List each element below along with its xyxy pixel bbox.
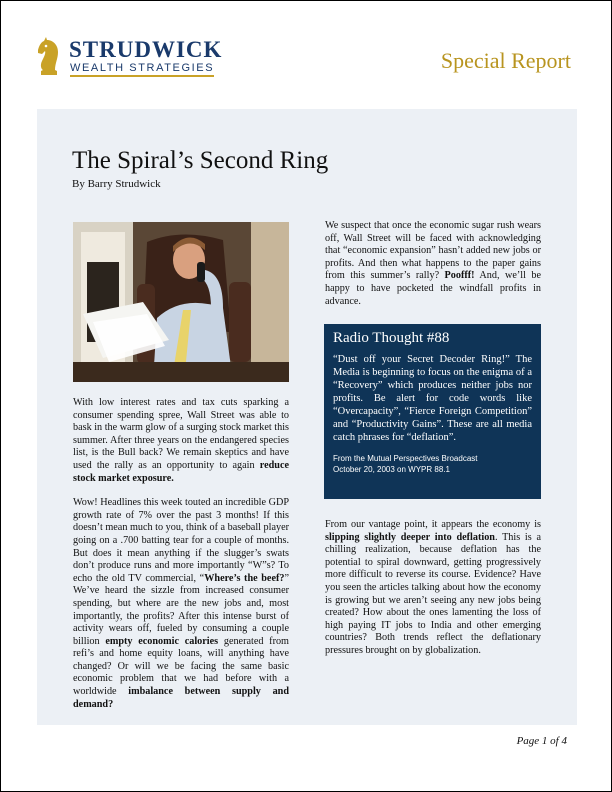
left-paragraph-1: [73, 397, 289, 485]
brand-name: STRUDWICK: [69, 37, 223, 62]
right-p2-a: From our vantage point, it appears the economy is: [325, 519, 541, 530]
left-p2-bold-2: empty economic calories: [105, 635, 219, 647]
left-p2-b: ” We’ve heard the sizzle from increased consumer spending, but where are the new jobs and, most importantly, the profits? After this intense burst of activity wears off, fueled by consuming a couple billion: [73, 572, 289, 647]
sidebar-source: [333, 453, 532, 475]
radio-thought-sidebar: [324, 324, 541, 499]
left-p2-bold-3: imbalance between supply and demand?: [73, 686, 289, 710]
right-p1-bold: Poofff!: [444, 270, 475, 282]
left-p2-c: generated from refi’s and home equity loans, will anything have changed? Or will we be facing the same basic economic problem that we had before with a worldwide: [73, 635, 289, 698]
right-p1-tail: And, we’ll be happy to have pocketed the windfall profits in advance.: [325, 270, 541, 307]
right-paragraph-2: [325, 519, 541, 658]
right-paragraph-1: [325, 220, 541, 308]
left-p1-text: With low interest rates and tax cuts sparking a consumer spending spree, Wall Street was able to bask in the warm glow of a surging stock market this summer. After three years on the endangered species list, is the Bull back? We remain skeptics and have used the rally as an opportunity to again: [73, 397, 289, 471]
right-p2-bold: slipping slightly deeper into deflation: [325, 531, 495, 543]
chess-knight-icon: [37, 37, 61, 77]
left-p2-a: Wow! Headlines this week touted an incredible GDP growth rate of 7% over the past 3 months! If this doesn’t mean much to you, think of a baseball player going on a .700 batting tear for a couple of months. But does it mean anything if the slugger’s swats don’t produce runs and more importantly “W”s? To echo the old TV commercial, “: [73, 497, 289, 584]
right-p2-b: . This is a chilling realization, because deflation has the potential to spiral downward, getting progressively more difficult to reverse its course. Evidence? Have you seen the articles talking about how the economy is growing but we aren’t seeing any new jobs being created? How about the ones lamenting the loss of high paying IT jobs to India and other emerging countries? Both trends reflect the deflationary pressures brought on by globalization.: [325, 531, 541, 656]
company-logo: [37, 37, 227, 81]
left-p1-bold: reduce stock market exposure.: [73, 459, 289, 484]
article-photo: [73, 222, 289, 382]
page-number: Page 1 of 4: [516, 735, 567, 747]
sidebar-source-line-1: From the Mutual Perspectives Broadcast: [333, 454, 478, 463]
photo-of-man-on-telephone-icon: [73, 222, 289, 382]
article-title: The Spiral’s Second Ring: [72, 147, 329, 174]
article-byline: By Barry Strudwick: [72, 178, 161, 190]
sidebar-title: Radio Thought #88: [333, 330, 450, 346]
report-type-label: Special Report: [440, 48, 571, 73]
left-paragraph-2: [73, 497, 289, 711]
brand-subtitle: WEALTH STRATEGIES: [70, 62, 214, 77]
sidebar-quote: “Dust off your Secret Decoder Ring!” The Media is beginning to focus on the enigma of a “Recovery” which produces neither jobs nor profits. Be alert for code words like “Overcapacity”, “Fierce Foreign Competition” and “Productivity Gains”. These are all media catch phrases for “deflation”.: [333, 354, 532, 443]
sidebar-source-line-2: October 20, 2003 on WYPR 88.1: [333, 465, 450, 474]
left-p2-bold-1: Where’s the beef?: [204, 572, 285, 584]
right-column-bottom: [325, 519, 541, 670]
left-column: [73, 397, 289, 723]
right-column-top: [325, 220, 541, 320]
right-p1-text: We suspect that once the economic sugar rush wears off, Wall Street will be faced with acknowledging that “economic expansion” hasn’t added new jobs or profits. And then what happens to the paper gains from this summer’s rally?: [325, 220, 541, 282]
